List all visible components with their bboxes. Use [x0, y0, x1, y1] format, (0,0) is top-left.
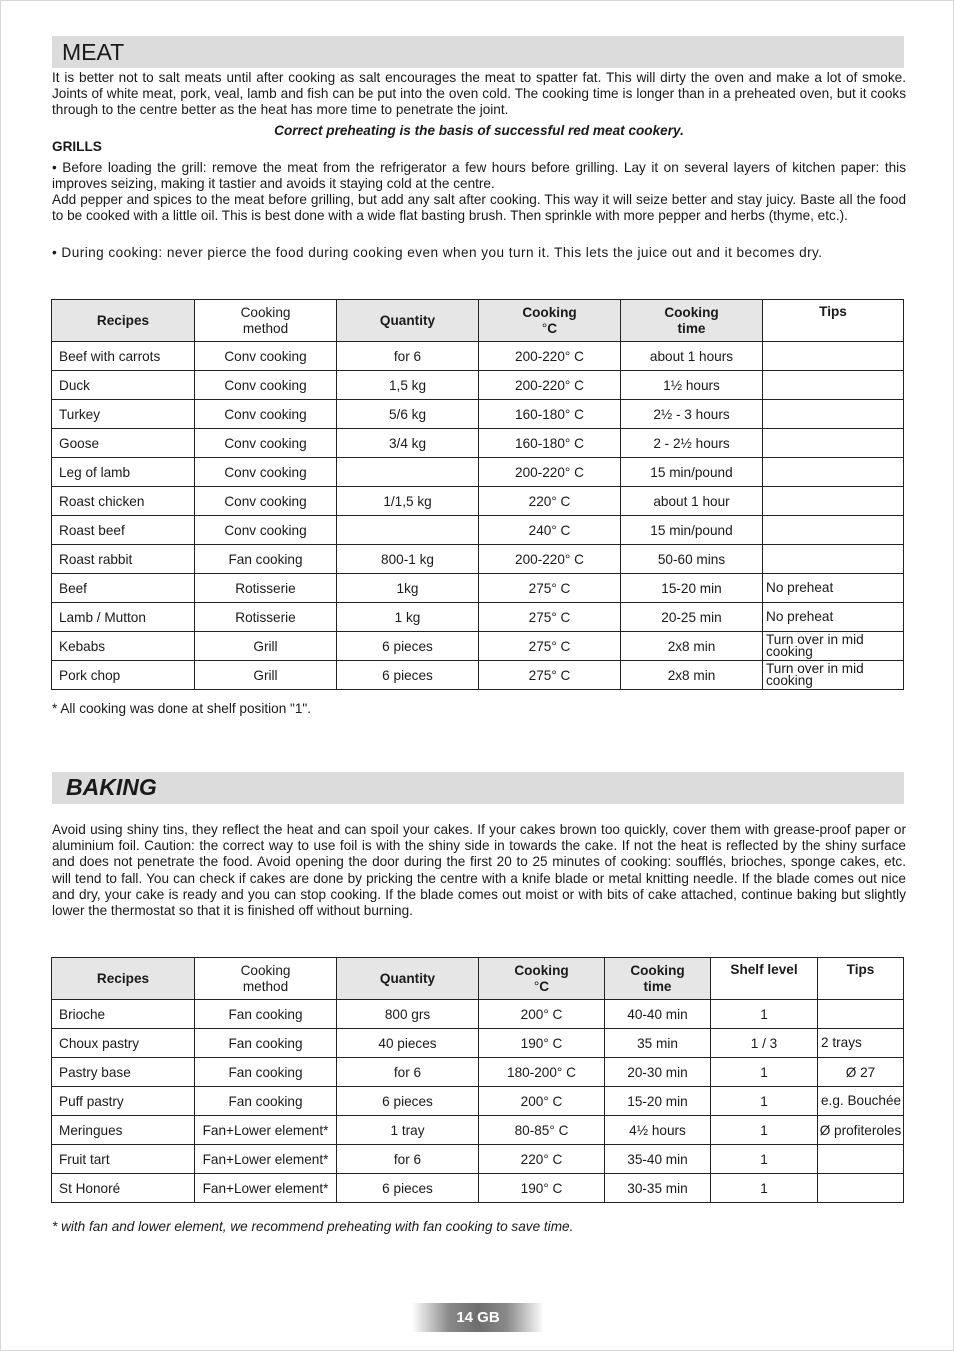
cell-method: Grill — [195, 632, 337, 661]
header-cooking-method: Cooking method — [195, 300, 337, 342]
cell-shelf: 1 — [711, 1087, 818, 1116]
cell-shelf: 1 — [711, 1145, 818, 1174]
cell-quantity — [337, 458, 479, 487]
header-tips: Tips — [763, 300, 904, 342]
cell-temp: 80-85° C — [479, 1116, 605, 1145]
header-tips: Tips — [818, 958, 904, 1000]
cell-tips: 2 trays — [818, 1029, 904, 1058]
cell-quantity: 3/4 kg — [337, 429, 479, 458]
baking-footnote: * with fan and lower element, we recommend preheating with fan cooking to save time. — [52, 1219, 574, 1234]
meat-section-header — [52, 36, 904, 68]
cell-method: Fan cooking — [195, 545, 337, 574]
cell-quantity: for 6 — [337, 1058, 479, 1087]
table-row — [52, 661, 904, 690]
cell-recipe: Beef — [52, 574, 195, 603]
cell-recipe: St Honoré — [52, 1174, 195, 1203]
cell-recipe: Roast beef — [52, 516, 195, 545]
cell-tips — [763, 342, 904, 371]
page-number-band — [412, 1303, 544, 1332]
cell-tips: e.g. Bouchée — [818, 1087, 904, 1116]
cell-temp: 220° C — [479, 1145, 605, 1174]
cell-method: Fan cooking — [195, 1029, 337, 1058]
cell-recipe: Roast rabbit — [52, 545, 195, 574]
cell-quantity: 800 grs — [337, 1000, 479, 1029]
cell-temp: 190° C — [479, 1174, 605, 1203]
table-row — [52, 574, 904, 603]
cell-time: 35-40 min — [605, 1145, 711, 1174]
baking-section-header — [52, 772, 904, 804]
cell-method: Conv cooking — [195, 516, 337, 545]
cell-quantity: 800-1 kg — [337, 545, 479, 574]
cell-recipe: Pork chop — [52, 661, 195, 690]
header-quantity: Quantity — [337, 300, 479, 342]
cell-method: Conv cooking — [195, 371, 337, 400]
cell-recipe: Meringues — [52, 1116, 195, 1145]
cell-temp: 200-220° C — [479, 342, 621, 371]
cell-shelf: 1 — [711, 1058, 818, 1087]
cell-tips — [763, 458, 904, 487]
cell-tips — [763, 429, 904, 458]
table-row — [52, 516, 904, 545]
cell-temp: 200° C — [479, 1000, 605, 1029]
cell-quantity: for 6 — [337, 342, 479, 371]
header-quantity: Quantity — [337, 958, 479, 1000]
cell-time: 1½ hours — [621, 371, 763, 400]
cell-time: 15 min/pound — [621, 516, 763, 545]
cell-tips: No preheat — [763, 574, 904, 603]
table-row — [52, 342, 904, 371]
table-row — [52, 1087, 904, 1116]
cell-quantity: 6 pieces — [337, 661, 479, 690]
cell-quantity: 1 tray — [337, 1116, 479, 1145]
cell-temp: 240° C — [479, 516, 621, 545]
cell-tips — [763, 371, 904, 400]
cell-recipe: Turkey — [52, 400, 195, 429]
cell-recipe: Goose — [52, 429, 195, 458]
cell-method: Conv cooking — [195, 458, 337, 487]
cell-time: 30-35 min — [605, 1174, 711, 1203]
table-row — [52, 545, 904, 574]
cell-temp: 200-220° C — [479, 545, 621, 574]
baking-intro: Avoid using shiny tins, they reflect the heat and can spoil your cakes. If your cakes brown too quickly, cover them with grease-proof paper or aluminium foil. Caution: the correct way to use foil is with the shiny side in towards the cake. If not the heat is reflected by the shiny surface and does not penetrate the food. Avoid opening the door during the first 20 to 25 minutes of cooking: soufflés, brioches, sponge cakes, etc. will tend to fall. You can check if cakes are done by pricking the centre with a knife blade or metal knitting needle. If the blade comes out nice and dry, your cake is ready and you can stop cooking. If the blade comes out moist or with bits of cake attached, continue baking but slightly lower the thermostat so that it is finished off without burning. — [52, 822, 906, 919]
header-recipes: Recipes — [52, 300, 195, 342]
cell-method: Conv cooking — [195, 487, 337, 516]
table-row — [52, 429, 904, 458]
cell-quantity — [337, 516, 479, 545]
cell-recipe: Duck — [52, 371, 195, 400]
cell-tips: Ø 27 — [818, 1058, 904, 1087]
table-row — [52, 1000, 904, 1029]
cell-time: 4½ hours — [605, 1116, 711, 1145]
table-row — [52, 1116, 904, 1145]
meat-title: MEAT — [62, 39, 125, 65]
grills-paragraph-1: • Before loading the grill: remove the meat from the refrigerator a few hours before grilling. Lay it on several layers of kitchen paper: this improves seizing, making it tastier and avoids it staying cold at the centre. — [52, 160, 906, 192]
cell-time: 15 min/pound — [621, 458, 763, 487]
cell-method: Conv cooking — [195, 400, 337, 429]
cell-time: 50-60 mins — [621, 545, 763, 574]
cell-quantity: 1/1,5 kg — [337, 487, 479, 516]
header-cooking-time: Cooking time — [605, 958, 711, 1000]
cell-recipe: Kebabs — [52, 632, 195, 661]
cell-time: 20-30 min — [605, 1058, 711, 1087]
cell-method: Conv cooking — [195, 429, 337, 458]
cell-temp: 180-200° C — [479, 1058, 605, 1087]
cell-quantity: 6 pieces — [337, 1174, 479, 1203]
cell-recipe: Roast chicken — [52, 487, 195, 516]
cell-time: 40-40 min — [605, 1000, 711, 1029]
cell-temp: 160-180° C — [479, 400, 621, 429]
cell-temp: 275° C — [479, 661, 621, 690]
table-row — [52, 1174, 904, 1203]
cell-quantity: 1,5 kg — [337, 371, 479, 400]
cell-recipe: Beef with carrots — [52, 342, 195, 371]
cell-method: Fan+Lower element* — [195, 1174, 337, 1203]
cell-tips — [818, 1000, 904, 1029]
meat-emphasis: Correct preheating is the basis of successful red meat cookery. — [274, 123, 684, 138]
cell-quantity: 6 pieces — [337, 632, 479, 661]
table-row — [52, 1058, 904, 1087]
cell-method: Rotisserie — [195, 574, 337, 603]
cell-method: Fan cooking — [195, 1058, 337, 1087]
table-row — [52, 632, 904, 661]
cell-quantity: 6 pieces — [337, 1087, 479, 1116]
cell-quantity: 5/6 kg — [337, 400, 479, 429]
cell-shelf: 1 — [711, 1000, 818, 1029]
cell-method: Grill — [195, 661, 337, 690]
cell-temp: 275° C — [479, 603, 621, 632]
cell-quantity: 40 pieces — [337, 1029, 479, 1058]
cell-tips — [818, 1145, 904, 1174]
cell-quantity: for 6 — [337, 1145, 479, 1174]
cell-time: about 1 hour — [621, 487, 763, 516]
grills-heading: GRILLS — [52, 139, 102, 154]
table-row — [52, 371, 904, 400]
cell-time: 2x8 min — [621, 632, 763, 661]
cell-time: 15-20 min — [621, 574, 763, 603]
grills-paragraph-2: Add pepper and spices to the meat before grilling, but add any salt after cooking. This way it will seize better and stay juicy. Baste all the food to be cooked with a little oil. This is best done with a wide flat basting brush. Then sprinkle with more pepper and herbs (thyme, etc.). — [52, 192, 906, 224]
cell-recipe: Fruit tart — [52, 1145, 195, 1174]
cell-temp: 160-180° C — [479, 429, 621, 458]
cell-method: Fan cooking — [195, 1000, 337, 1029]
meat-intro: It is better not to salt meats until after cooking as salt encourages the meat to spatter fat. This will dirty the oven and make a lot of smoke. Joints of white meat, pork, veal, lamb and fish can be put into the oven cold. The cooking time is longer than in a preheated oven, but it cooks through to the centre better as the heat has more time to penetrate the joint. — [52, 70, 906, 118]
table-row — [52, 400, 904, 429]
cell-tips: No preheat — [763, 603, 904, 632]
table-row — [52, 487, 904, 516]
cell-method: Fan+Lower element* — [195, 1116, 337, 1145]
page-number: 14 GB — [456, 1309, 500, 1326]
header-cooking-time: Cooking time — [621, 300, 763, 342]
header-cooking-method: Cooking method — [195, 958, 337, 1000]
cell-tips — [763, 516, 904, 545]
cell-time: 35 min — [605, 1029, 711, 1058]
cell-shelf: 1 — [711, 1174, 818, 1203]
cell-method: Fan+Lower element* — [195, 1145, 337, 1174]
cell-temp: 275° C — [479, 632, 621, 661]
cell-tips: Turn over in mid cooking — [763, 661, 904, 690]
cell-time: 2 - 2½ hours — [621, 429, 763, 458]
header-shelf-level: Shelf level — [711, 958, 818, 1000]
cell-shelf: 1 / 3 — [711, 1029, 818, 1058]
table-row — [52, 603, 904, 632]
cell-method: Fan cooking — [195, 1087, 337, 1116]
cell-method: Conv cooking — [195, 342, 337, 371]
meat-cooking-table — [51, 299, 904, 690]
cell-recipe: Brioche — [52, 1000, 195, 1029]
cell-temp: 200-220° C — [479, 458, 621, 487]
cell-temp: 200-220° C — [479, 371, 621, 400]
header-cooking-temp: Cooking °C — [479, 958, 605, 1000]
cell-recipe: Leg of lamb — [52, 458, 195, 487]
cell-recipe: Pastry base — [52, 1058, 195, 1087]
cell-time: 15-20 min — [605, 1087, 711, 1116]
cell-method: Rotisserie — [195, 603, 337, 632]
baking-cooking-table — [51, 957, 904, 1203]
meat-footnote: * All cooking was done at shelf position "1". — [52, 701, 312, 716]
cell-temp: 200° C — [479, 1087, 605, 1116]
cell-tips — [763, 545, 904, 574]
cell-tips: Ø profiteroles — [818, 1116, 904, 1145]
cell-recipe: Puff pastry — [52, 1087, 195, 1116]
cell-shelf: 1 — [711, 1116, 818, 1145]
cell-time: 20-25 min — [621, 603, 763, 632]
header-recipes: Recipes — [52, 958, 195, 1000]
baking-title: BAKING — [66, 774, 157, 800]
cell-temp: 275° C — [479, 574, 621, 603]
cell-time: about 1 hours — [621, 342, 763, 371]
cell-time: 2x8 min — [621, 661, 763, 690]
cell-tips: Turn over in mid cooking — [763, 632, 904, 661]
table-row — [52, 1029, 904, 1058]
cell-quantity: 1 kg — [337, 603, 479, 632]
cell-tips — [818, 1174, 904, 1203]
grills-paragraph-3: • During cooking: never pierce the food during cooking even when you turn it. This lets the juice out and it becomes dry. — [52, 245, 823, 260]
cell-time: 2½ - 3 hours — [621, 400, 763, 429]
cell-quantity: 1kg — [337, 574, 479, 603]
table-row — [52, 1145, 904, 1174]
cell-temp: 220° C — [479, 487, 621, 516]
cell-tips — [763, 487, 904, 516]
table-row — [52, 458, 904, 487]
cell-tips — [763, 400, 904, 429]
cell-recipe: Choux pastry — [52, 1029, 195, 1058]
cell-temp: 190° C — [479, 1029, 605, 1058]
header-cooking-temp: Cooking °C — [479, 300, 621, 342]
cell-recipe: Lamb / Mutton — [52, 603, 195, 632]
